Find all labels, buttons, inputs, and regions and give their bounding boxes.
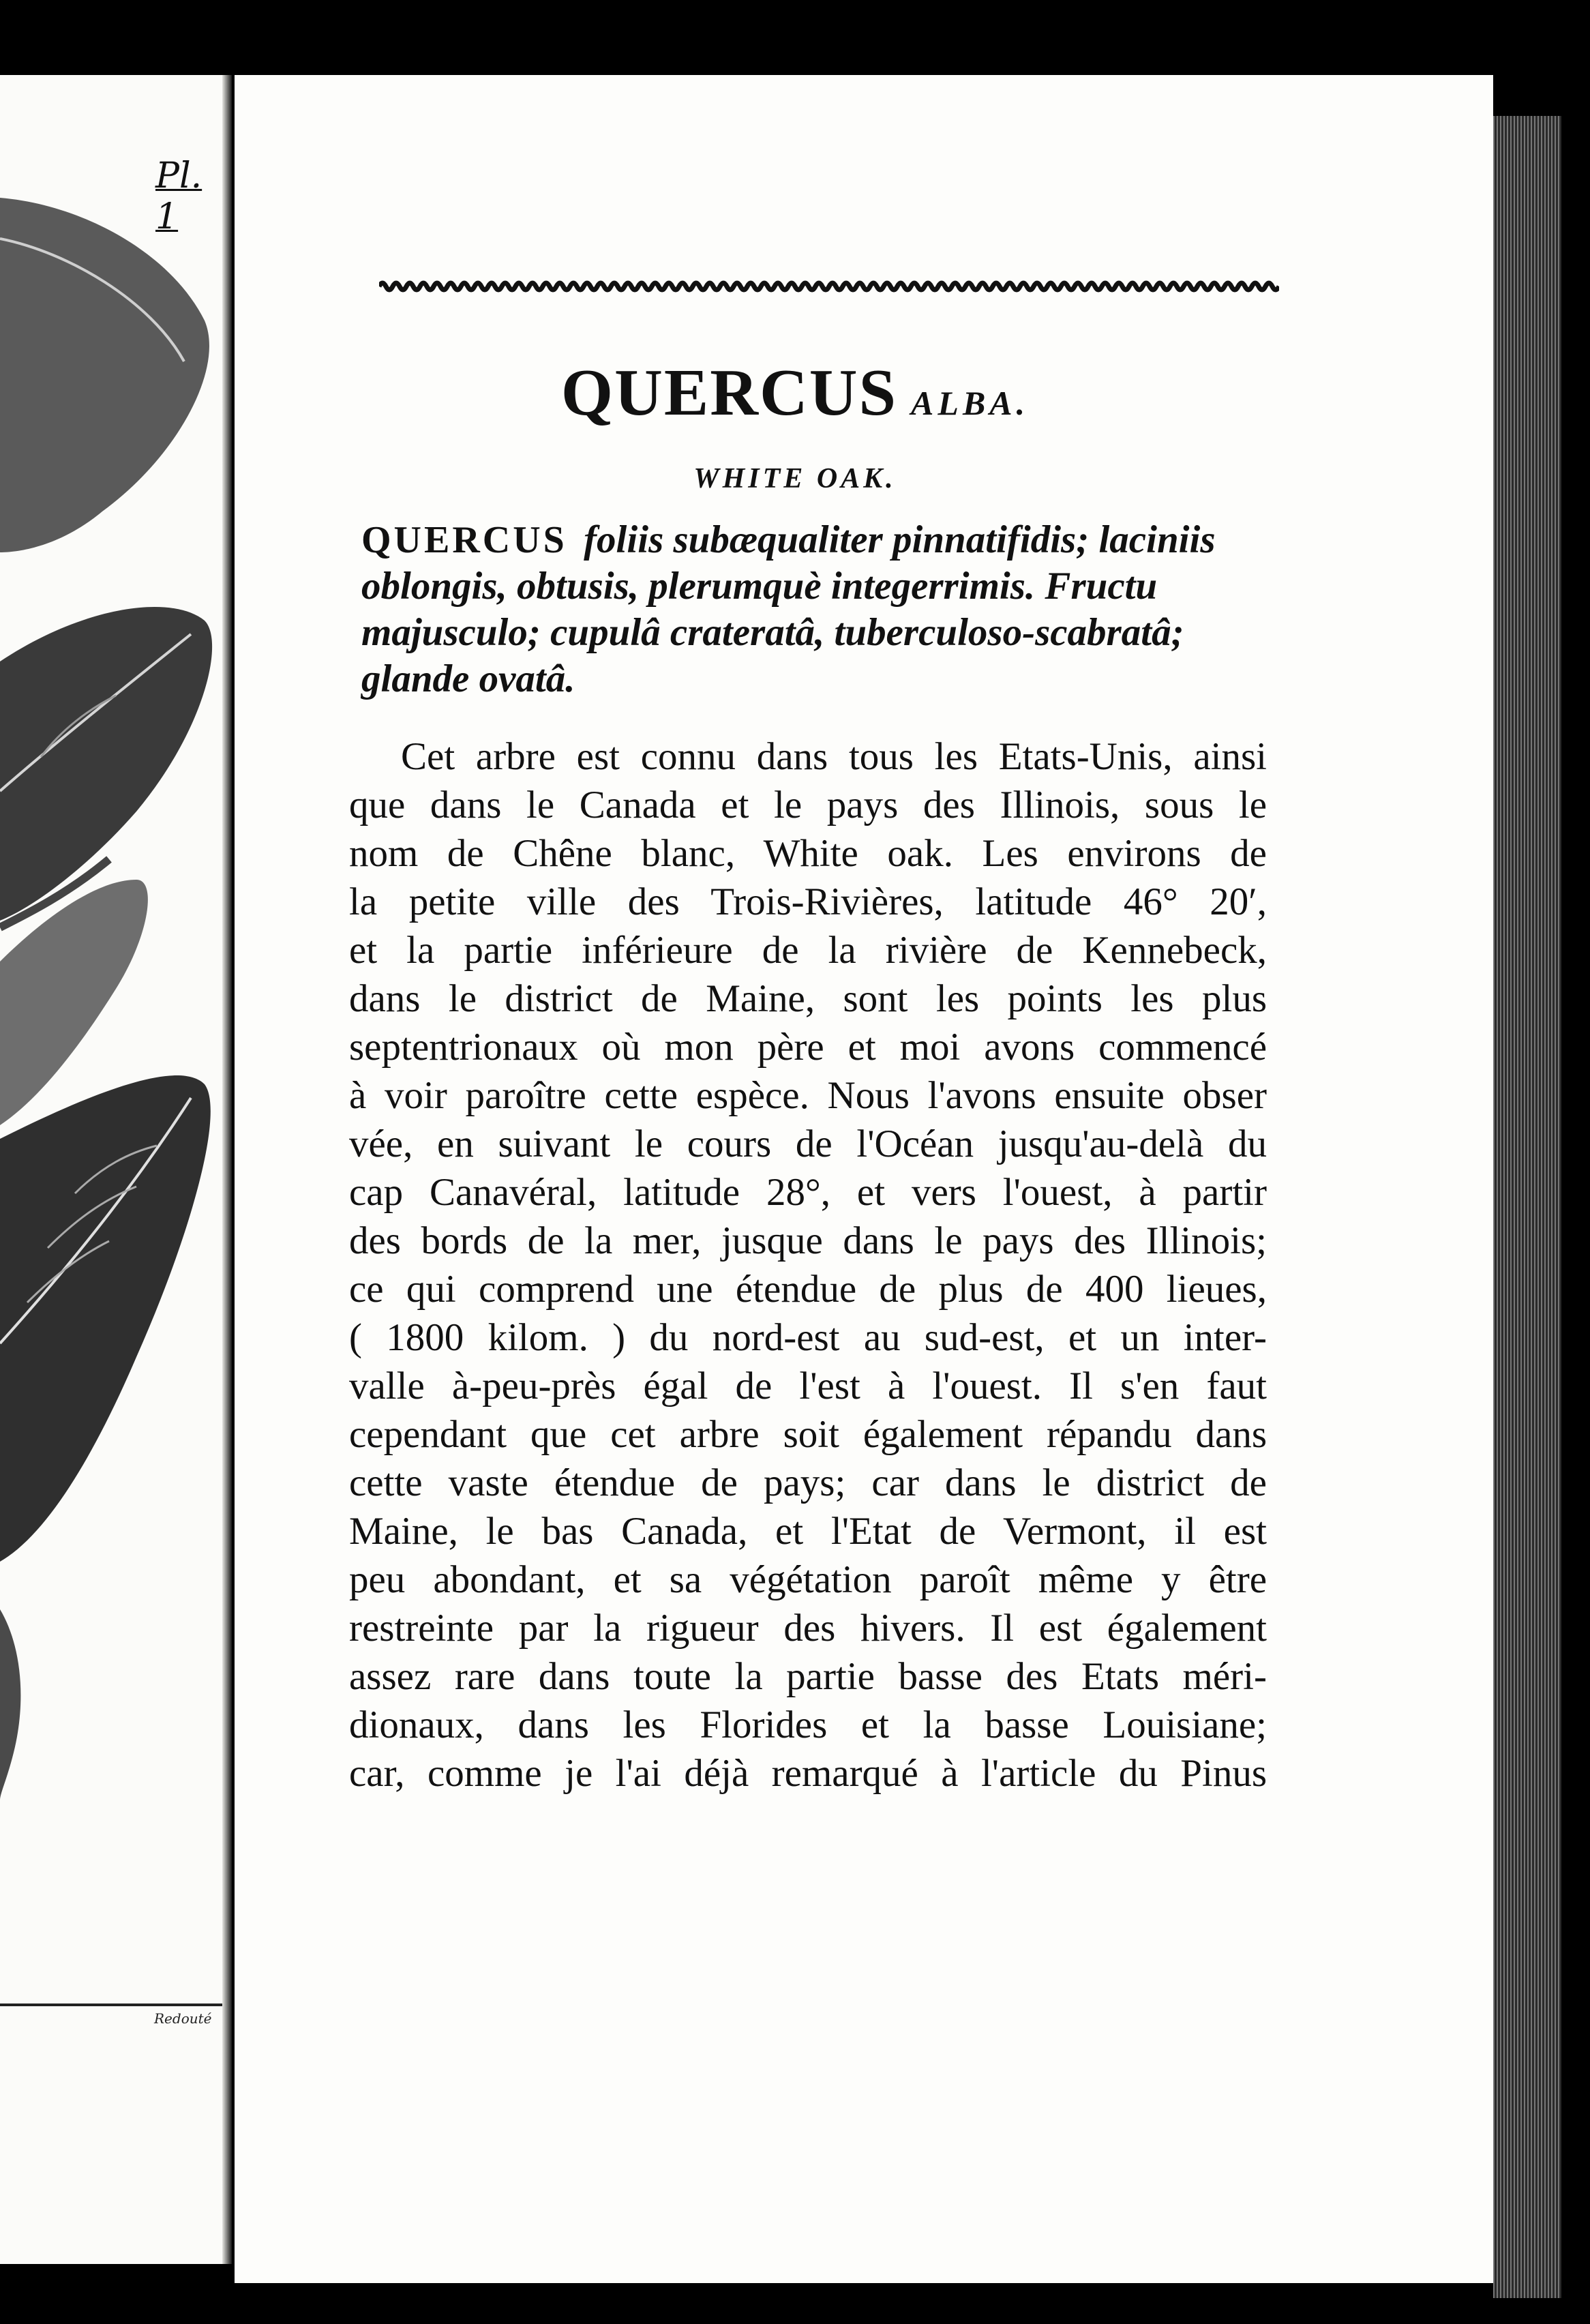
body-line: dans le district de Maine, sont les points les plus: [349, 977, 1267, 1020]
body-line: des bords de la mer, jusque dans le pays des Illinois;: [349, 1219, 1267, 1262]
page-edge-stack: [1493, 116, 1561, 2298]
body-line: dionaux, dans les Florides et la basse Louisiane;: [349, 1703, 1267, 1746]
body-line: que dans le Canada et le pays des Illinois, sous le: [349, 784, 1267, 826]
common-name: WHITE OAK.: [693, 463, 897, 494]
body-line: vée, en suivant le cours de l'Océan jusqu'au-delà du: [349, 1122, 1267, 1165]
body-line: restreinte par la rigueur des hivers. Il est également: [349, 1607, 1267, 1650]
plate-bottom-rule: [0, 2003, 222, 2006]
title-species: ALBA.: [911, 384, 1030, 422]
body-paragraph: [349, 732, 1267, 1798]
body-line: peu abondant, et sa végétation paroît même y être: [349, 1558, 1267, 1601]
body-line: Cet arbre est connu dans tous les Etats-Unis, ainsi: [401, 735, 1267, 778]
body-line: et la partie inférieure de la rivière de Kennebeck,: [349, 929, 1267, 972]
decorative-rule: [379, 277, 1279, 296]
body-line: ( 1800 kilom. ) du nord-est au sud-est, et un inter-: [349, 1316, 1267, 1359]
body-line: à voir paroître cette espèce. Nous l'avons ensuite obser: [349, 1074, 1267, 1117]
body-line: septentrionaux où mon père et moi avons commencé: [349, 1026, 1267, 1069]
body-line: la petite ville des Trois-Rivières, latitude 46° 20′,: [349, 880, 1267, 923]
latin-description: [361, 517, 1282, 702]
description-lead: QUERCUS: [361, 519, 567, 561]
page-title: [0, 355, 1590, 431]
body-line: cette vaste étendue de pays; car dans le district de: [349, 1461, 1267, 1504]
body-line: assez rare dans toute la partie basse des Etats méri-: [349, 1655, 1267, 1698]
body-line: ce qui comprend une étendue de plus de 400 lieues,: [349, 1268, 1267, 1311]
description-text: foliis subæqualiter pinnatifidis; laciniis oblongis, obtusis, plerumquè integerrimis. Fructu majusculo; cupulâ crateratâ, tuberculoso-scabratâ; glande ovatâ.: [361, 518, 1216, 700]
body-line: Maine, le bas Canada, et l'Etat de Vermont, il est: [349, 1510, 1267, 1553]
body-line: car, comme je l'ai déjà remarqué à l'article du Pinus: [349, 1752, 1267, 1795]
title-genus: QUERCUS: [560, 356, 898, 430]
body-line: nom de Chêne blanc, White oak. Les environs de: [349, 832, 1267, 875]
body-line: valle à-peu-près égal de l'est à l'ouest. Il s'en faut: [349, 1365, 1267, 1407]
plate-label: Pl. 1: [155, 155, 202, 237]
plate-credit: Redouté: [154, 2010, 212, 2027]
body-line: cap Canavéral, latitude 28°, et vers l'ouest, à partir: [349, 1171, 1267, 1214]
body-line: cependant que cet arbre soit également répandu dans: [349, 1413, 1267, 1456]
